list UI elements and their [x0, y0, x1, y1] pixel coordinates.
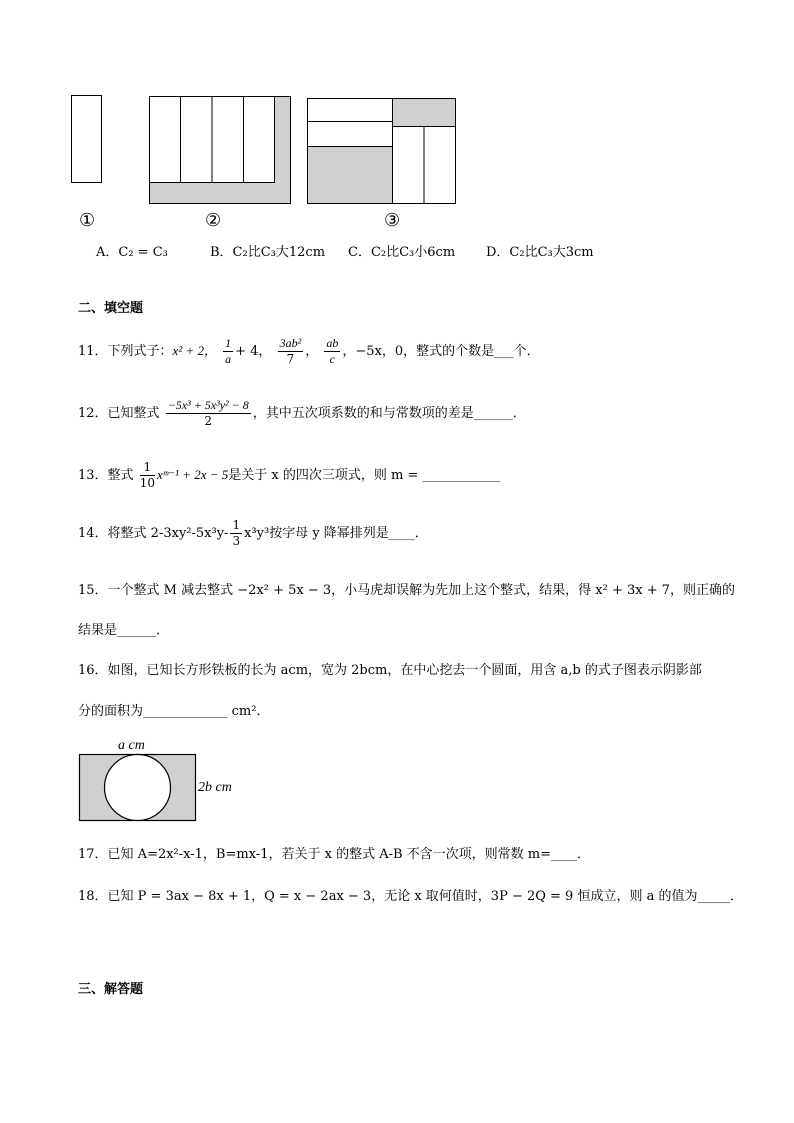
q16-figure-side-label: 2b cm	[198, 780, 232, 795]
section-3-title: 三、解答题	[78, 982, 144, 997]
question-16-line-1: 16．如图，已知长方形铁板的长为 acm，宽为 2bcm，在中心挖去一个圆面，用含 a,b 的式子图表示阴影部	[78, 663, 702, 678]
q11-frac-1: $\frac{1}{a}$	[225, 336, 232, 366]
section-2-title: 二、填空题	[78, 301, 144, 316]
option-d: D．C₂比C₃大3cm	[486, 245, 594, 260]
option-a: A．C₂ = C₃	[96, 245, 168, 260]
q12-frac: $\frac{\text{−5x³ + 5x³y² − 8}}{2}$	[167, 398, 249, 428]
q11-frac-3: $\frac{ab}{c}$	[326, 336, 339, 366]
question-15-line-1: 15．一个整式 M 减去整式 −2x² + 5x − 3，小马虎却误解为先加上这个整式，结果，得 x² + 3x + 7，则正确的	[78, 583, 736, 598]
figure-2-label: ②	[205, 210, 222, 231]
question-17: 17．已知 A=2x²-x-1，B=mx-1，若关于 x 的整式 A-B 不含一次项，则常数 m=____．	[78, 847, 591, 862]
q16-figure-top-label: a cm	[118, 738, 145, 753]
question-14: 14．将整式 2-3xy²-5x³y- $\frac{1}{3}$ x³y³按字母 y 降幂排列是____．	[78, 518, 428, 548]
figure-1-label: ①	[79, 210, 96, 231]
question-13: 13．整式 $\frac{1}{10}$ xᵐ⁻¹ + 2x − 5是关于 x 的四次三项式，则 m = ____________	[78, 460, 501, 490]
question-15-line-2: 结果是______．	[78, 623, 170, 638]
q14-frac: $\frac{1}{3}$	[232, 518, 241, 548]
option-c: C．C₂比C₃小6cm	[348, 245, 456, 260]
question-18: 18．已知 P = 3ax − 8x + 1，Q = x − 2ax − 3，无论 x 取何值时，3P − 2Q = 9 恒成立，则 a 的值为_____．	[78, 889, 743, 904]
option-b: B．C₂比C₃大12cm	[210, 245, 326, 260]
question-12: 12．已知整式 $\frac{\text{−5x³ + 5x³y² − 8}}{2}$ ，其中五次项系数的和与常数项的差是______．	[78, 398, 526, 428]
q11-frac-2: $\frac{\text{3ab²}}{7}$	[279, 336, 302, 366]
q13-frac: $\frac{1}{10}$	[139, 460, 155, 490]
figure-3	[306, 97, 459, 207]
figure-2	[148, 95, 294, 207]
q16-figure	[78, 753, 198, 823]
question-16-line-2: 分的面积为_____________ cm²．	[78, 704, 270, 719]
question-11: 11．下列式子：x² + 2， $\frac{1}{a}$ + 4， $\frac{\text{3ab²}}{7}$ ， $\frac{ab}{c}$ ，−5x，0，整式的个数是___个．	[78, 336, 540, 366]
figure-3-label: ③	[384, 210, 401, 231]
figure-1	[70, 94, 104, 186]
